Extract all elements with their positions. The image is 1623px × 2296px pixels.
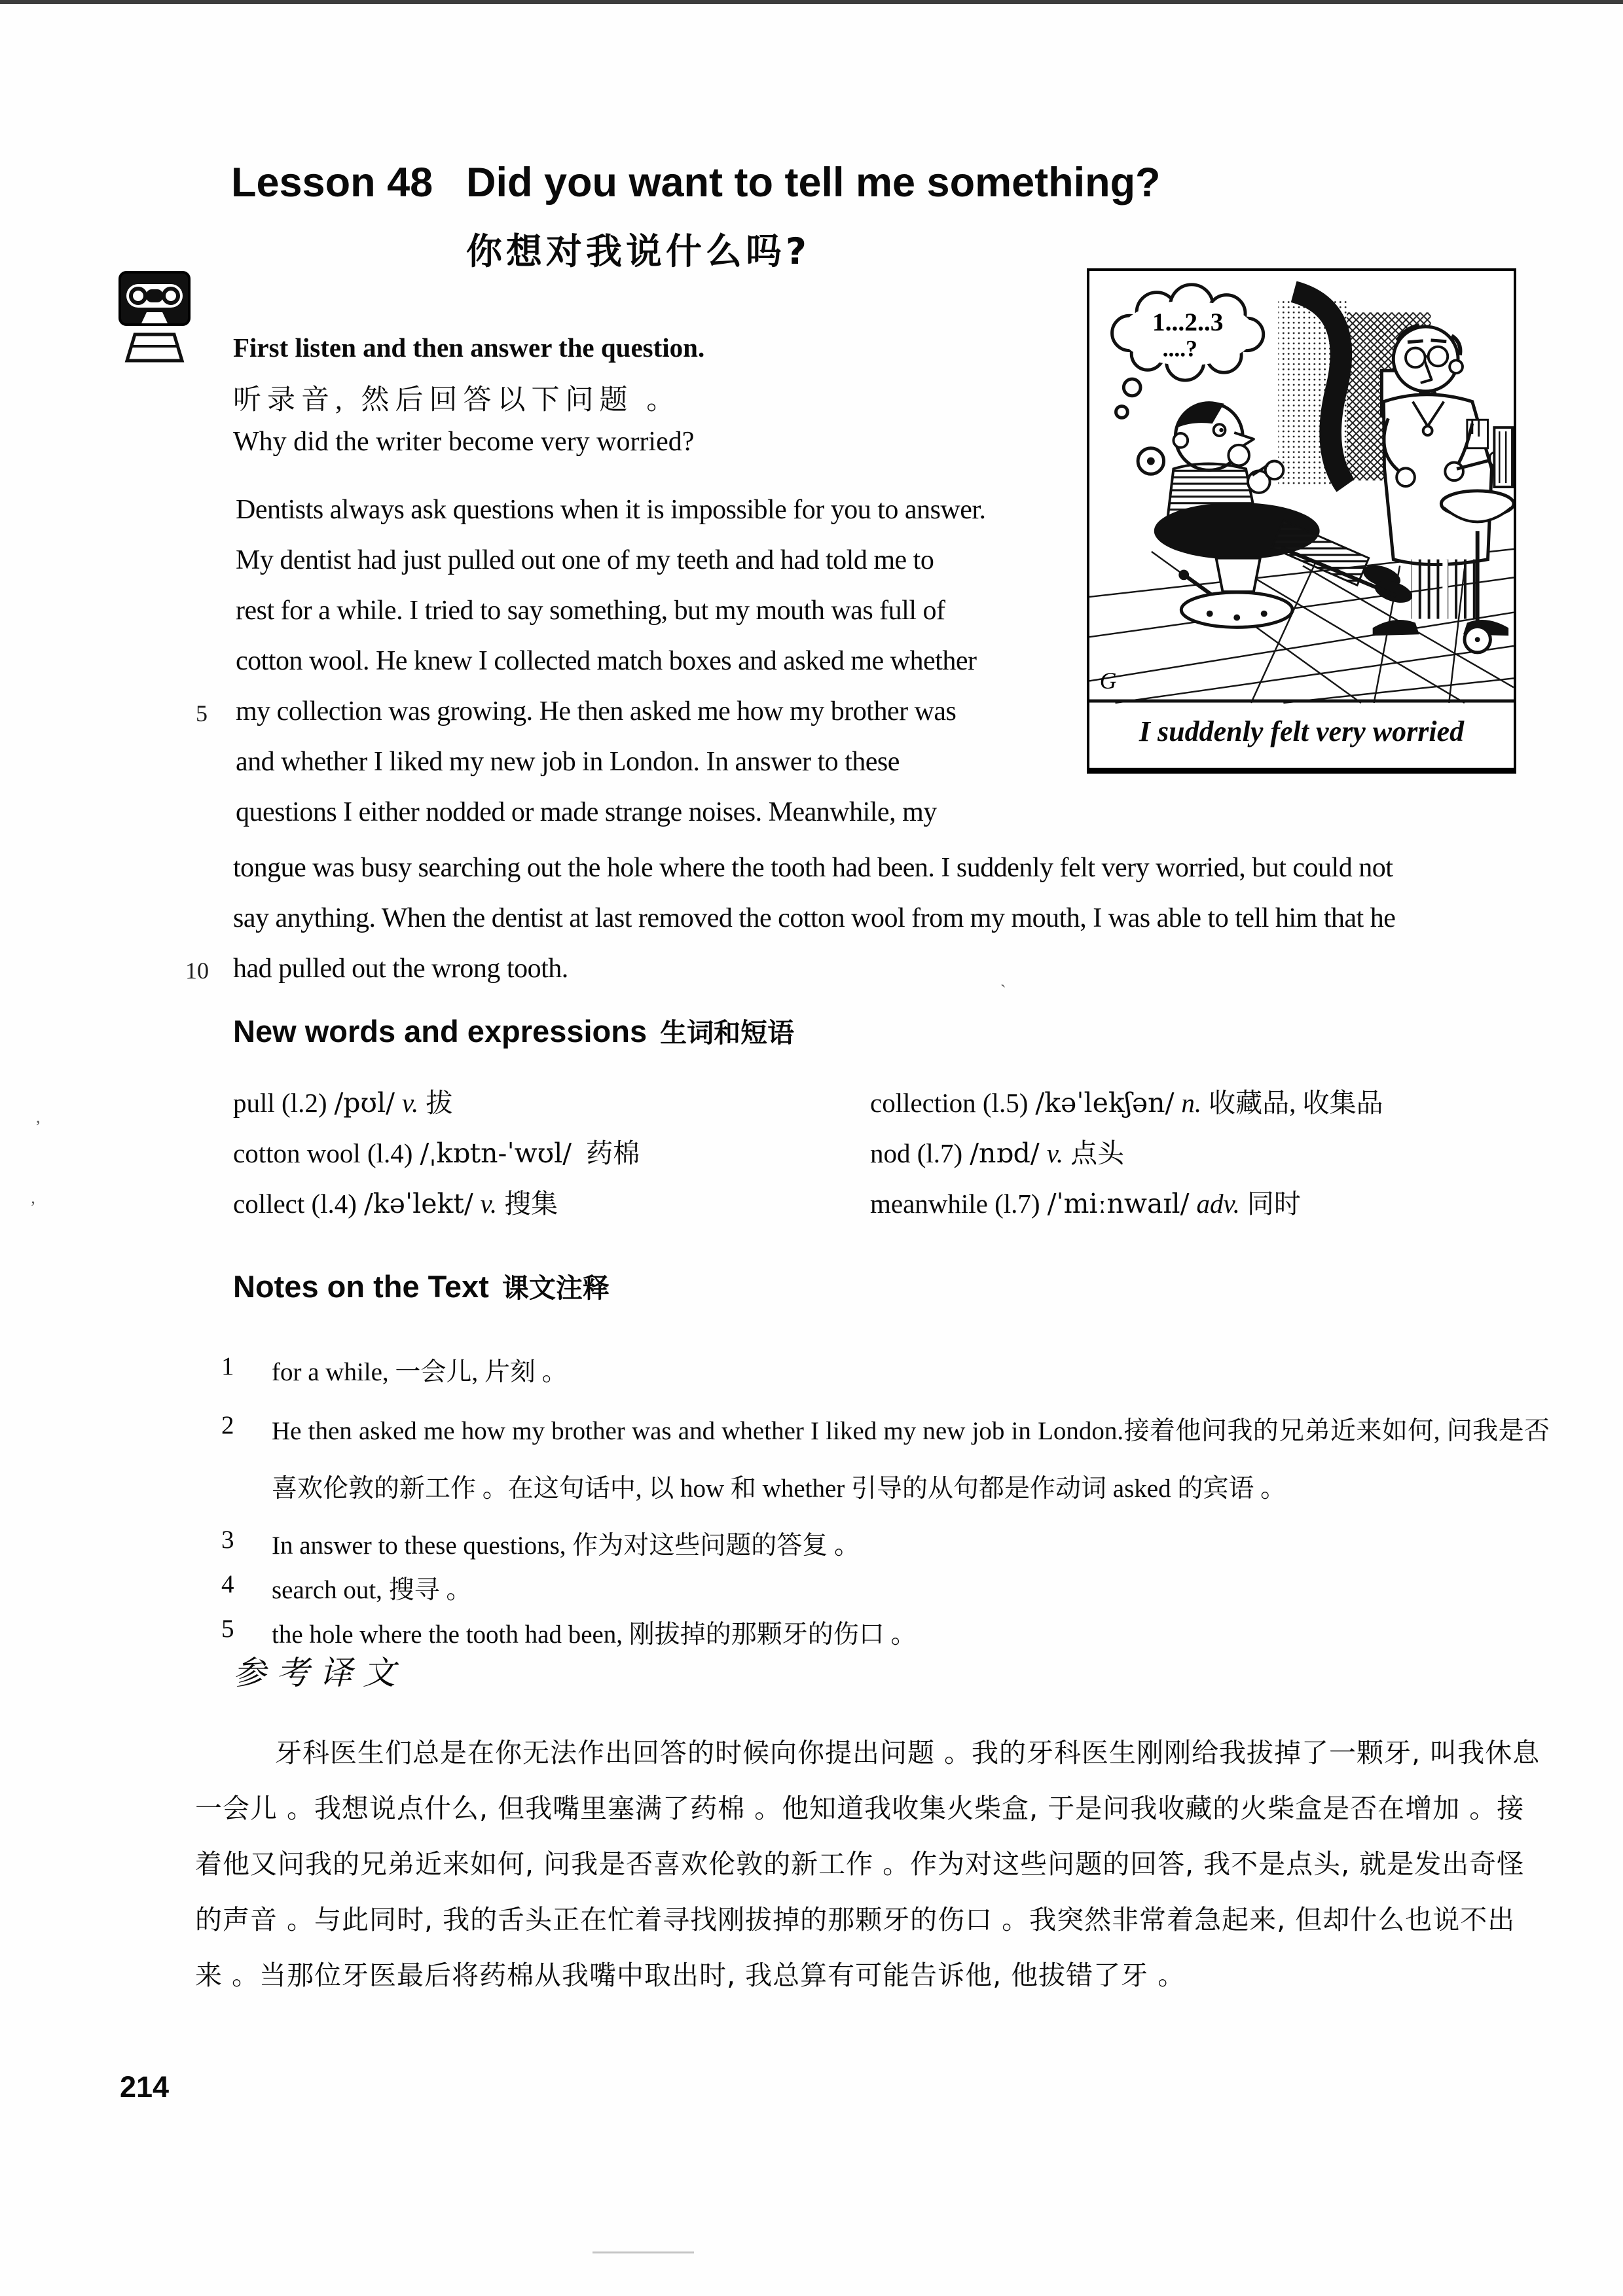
- new-words-heading-zh: 生词和短语: [660, 1017, 795, 1049]
- note-number: 1: [221, 1352, 234, 1380]
- translation-line: 的声音 。与此同时, 我的舌头正在忙着寻找刚拔掉的那颗牙的伤口 。我突然非常着急起来, 但却什么也说不出: [195, 1904, 1516, 1935]
- note-number: 5: [221, 1615, 234, 1643]
- translation-line: 着他又问我的兄弟近来如何, 问我是否喜欢伦敦的新工作 。作为对这些问题的回答, 我不是点头, 就是发出奇怪: [195, 1848, 1525, 1880]
- notes-heading-en: Notes on the Text: [233, 1269, 489, 1304]
- notes-heading: [233, 1266, 610, 1305]
- passage-line-number: 5: [196, 700, 208, 726]
- note-number: 3: [221, 1526, 234, 1554]
- word-pos: adv.: [1196, 1189, 1240, 1219]
- word-entry: [233, 1132, 640, 1170]
- passage-line: say anything. When the dentist at last removed the cotton wool from my mouth, I was able to tell him that he: [233, 903, 1396, 933]
- thought-text-line1: 1...2..3: [1152, 307, 1224, 336]
- word-zh: 收藏品, 收集品: [1209, 1088, 1383, 1118]
- word-en: nod (l.7): [870, 1138, 963, 1168]
- listen-instruction-zh: 听录音, 然后回答以下问题 。: [233, 385, 681, 416]
- lesson-title-en: Did you want to tell me something?: [466, 160, 1161, 206]
- new-words-heading-en: New words and expressions: [233, 1014, 647, 1049]
- cartoon-illustration: [1087, 268, 1516, 774]
- passage-line: my collection was growing. He then asked me how my brother was: [236, 696, 957, 726]
- word-en: pull (l.2): [233, 1088, 327, 1118]
- translation-heading: 参考译文: [233, 1654, 406, 1692]
- listen-question: Why did the writer become very worried?: [233, 427, 695, 457]
- lesson-title-zh: 你想对我说什么吗?: [466, 230, 811, 272]
- word-pos: n.: [1181, 1088, 1202, 1118]
- thought-text-line2: ....?: [1162, 335, 1197, 362]
- word-zh: 药棉: [586, 1138, 640, 1168]
- word-entry: [870, 1182, 1301, 1221]
- word-entry: [233, 1081, 452, 1120]
- note-text: He then asked me how my brother was and whether I liked my new job in London.接着他问我的兄弟近来如何, 问我是否喜欢伦敦的新工作 。在这句话中, 以 how 和 whether 引导的从句都是作动词 asked 的宾语 。: [272, 1417, 1550, 1503]
- passage-line: had pulled out the wrong tooth.: [233, 954, 568, 984]
- thought-bubble: [1112, 285, 1264, 418]
- page-top-rule: [0, 0, 1623, 4]
- word-pron: /pʊl/: [334, 1087, 395, 1119]
- translation-line: 一会儿 。我想说点什么, 但我嘴里塞满了药棉 。他知道我收集火柴盒, 于是问我收藏的火柴盒是否在增加 。接: [195, 1793, 1525, 1824]
- passage-line: cotton wool. He knew I collected match boxes and asked me whether: [236, 646, 977, 676]
- notes-heading-zh: 课文注释: [501, 1272, 610, 1304]
- passage-line: Dentists always ask questions when it is impossible for you to answer.: [236, 495, 986, 525]
- word-en: meanwhile (l.7): [870, 1189, 1040, 1219]
- new-words-heading: [233, 1011, 794, 1050]
- word-entry: [233, 1182, 558, 1221]
- scan-artifact: `: [1000, 982, 1006, 1001]
- cartoon-caption: I suddenly felt very worried: [1139, 715, 1465, 747]
- scan-artifact: ,: [36, 1107, 41, 1126]
- word-pron: /ˈmiːnwaɪl/: [1047, 1188, 1190, 1219]
- scan-artifact: ’: [30, 1198, 36, 1217]
- cartoon-drawing: [1089, 271, 1514, 706]
- note-text: In answer to these questions, 作为对这些问题的答复 。: [272, 1532, 860, 1560]
- note-text: search out, 搜寻 。: [272, 1576, 472, 1604]
- passage-line: and whether I liked my new job in London. In answer to these: [236, 747, 900, 777]
- word-en: cotton wool (l.4): [233, 1138, 413, 1168]
- note-text: for a while, 一会儿, 片刻 。: [272, 1358, 568, 1386]
- word-zh: 同时: [1247, 1189, 1301, 1219]
- passage-line: rest for a while. I tried to say something, but my mouth was full of: [236, 596, 945, 626]
- page-number: 214: [120, 2070, 170, 2104]
- word-en: collection (l.5): [870, 1088, 1029, 1118]
- translation-line: 牙科医生们总是在你无法作出回答的时候向你提出问题 。我的牙科医生刚刚给我拔掉了一颗牙, 叫我休息: [275, 1737, 1541, 1768]
- translation-line: 来 。当那位牙医最后将药棉从我嘴中取出时, 我总算有可能告诉他, 他拔错了牙 。: [195, 1960, 1186, 1991]
- note-number: 2: [221, 1411, 234, 1439]
- passage-line: tongue was busy searching out the hole where the tooth had been. I suddenly felt very worried, but could not: [233, 853, 1393, 883]
- note-text: the hole where the tooth had been, 刚拔掉的那颗牙的伤口 。: [272, 1621, 917, 1649]
- word-zh: 搜集: [504, 1189, 558, 1219]
- word-pron: /ˌkɒtn-ˈwʊl/: [420, 1138, 572, 1169]
- listen-instruction-en: First listen and then answer the question.: [233, 332, 705, 363]
- note-number: 4: [221, 1570, 234, 1598]
- word-zh: 拔: [426, 1088, 453, 1118]
- word-entry: [870, 1132, 1124, 1170]
- word-pos: v.: [1046, 1138, 1064, 1168]
- word-pron: /kəˈlekt/: [363, 1188, 473, 1219]
- word-entry: [870, 1081, 1383, 1120]
- passage-line: questions I either nodded or made strange noises. Meanwhile, my: [236, 797, 937, 827]
- word-en: collect (l.4): [233, 1189, 357, 1219]
- word-pron: /kəˈlekʃən/: [1035, 1087, 1175, 1119]
- scan-artifact: [593, 2251, 694, 2253]
- passage-line: My dentist had just pulled out one of my teeth and had told me to: [236, 545, 934, 575]
- cartoon-signature: G: [1099, 668, 1117, 694]
- word-pron: /nɒd/: [970, 1138, 1040, 1169]
- lesson-label: Lesson 48: [231, 160, 433, 206]
- passage-line-number: 10: [185, 958, 209, 984]
- word-zh: 点头: [1070, 1138, 1125, 1168]
- word-pos: v.: [480, 1189, 498, 1219]
- cassette-icon: [118, 270, 191, 363]
- word-pos: v.: [401, 1088, 419, 1118]
